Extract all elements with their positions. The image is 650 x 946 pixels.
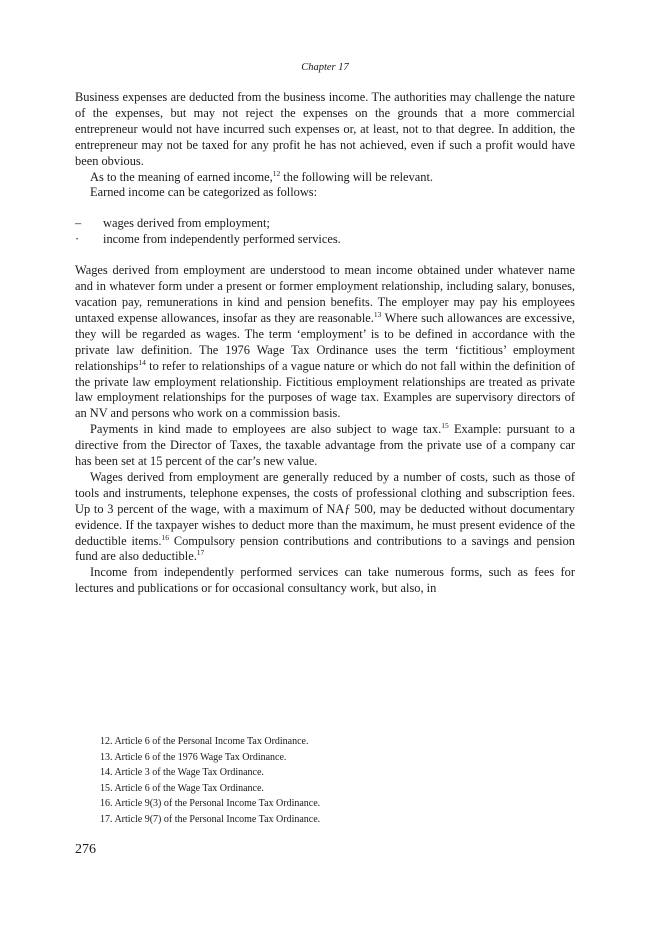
text-fragment: to refer to relationships of a vague nature or which do not fall within the definition of the private law employment relationship. Fictitious employment relationships are treated as private law employment relationships for the purposes of wage tax. Examples are supervisory directors of an NV and persons who work on a commission basis.: [75, 358, 575, 421]
paragraph-categories-intro: Earned income can be categorized as follows:: [90, 185, 318, 200]
paragraph-business-expenses: Business expenses are deducted from the business income. The authorities may challenge the nature of the expenses, but may not reject the expenses on the grounds that a more commercial entrepreneur would not have incurred such expenses or, at least, not to that degree. In addition, the entrepreneur may not be taxed for any profit he has not achieved, even if such a profit would have been obvious.: [75, 90, 575, 168]
footnote: 15. Article 6 of the Wage Tax Ordinance.: [100, 782, 264, 794]
dash-bullet-icon: –: [75, 216, 82, 231]
paragraph-independent-services: Income from independently performed services can take numerous forms, such as fees for lectures and publications or for occasional consultancy work, but also, in: [75, 565, 575, 596]
category-list: [75, 216, 575, 248]
text-fragment: As to the meaning of earned income,: [90, 169, 273, 184]
footnote-ref-12: 12: [272, 168, 281, 178]
footnote: 12. Article 6 of the Personal Income Tax Ordinance.: [100, 736, 309, 747]
paragraph-earned-income-meaning: [75, 170, 575, 186]
footnotes: [100, 734, 520, 828]
footnote: 14. Article 3 of the Wage Tax Ordinance.: [100, 767, 264, 779]
paragraph-wages: [75, 263, 575, 422]
footnote-ref-16: 16: [161, 532, 169, 542]
text-fragment: Payments in kind made to employees are also subject to wage tax.: [90, 422, 442, 437]
text-fragment: Compulsory pension contributions and contributions to a savings and pension fund are also deductible.: [75, 533, 575, 564]
list-item-text: income from independently performed services.: [103, 232, 341, 247]
paragraph-payments-in-kind: [75, 422, 575, 470]
text-fragment: Where such allowances are excessive, they will be regarded as wages. The term ‘employment’ is to be defined in accordance with the private law definition. The 1976 Wage Tax Ordinance uses the term ‘fictitious’ employment relationships: [75, 310, 576, 373]
paragraph-deductions: [75, 470, 575, 565]
footnote-ref-15: 15: [441, 421, 449, 431]
body-text: [75, 90, 575, 597]
text-fragment: the following will be relevant.: [280, 169, 433, 184]
page-number: 276: [75, 842, 96, 857]
footnote-ref-14: 14: [138, 357, 146, 367]
list-item: [75, 216, 575, 232]
footnote: 16. Article 9(3) of the Personal Income Tax Ordinance.: [100, 798, 321, 810]
footnote-ref-13: 13: [373, 309, 382, 319]
footnote-ref-17: 17: [196, 548, 205, 558]
list-item: [75, 232, 575, 248]
footnote: 13. Article 6 of the 1976 Wage Tax Ordinance.: [100, 751, 287, 763]
text-fragment: Wages derived from employment are understood to mean income obtained under whatever name and in whatever form under a present or former employment relationship, including salary, bonuses, vacation pay, remunerations in kind and pension benefits. The employer may pay his employees untaxed expense allowances, insofar as they are reasonable.: [75, 263, 575, 325]
dot-bullet-icon: ·: [75, 232, 80, 247]
text-fragment: Wages derived from employment are generally reduced by a number of costs, such as those of tools and instruments, telephone expenses, the costs of professional clothing and subscription fees. Up to 3 percent of the wage, with a maximum of NAƒ 500, may be deducted without documentary evidence. If the taxpayer wishes to deduct more than the maximum, he must present evidence of the deductible items.: [75, 469, 575, 548]
running-header: Chapter 17: [301, 62, 349, 73]
text-fragment: Example: pursuant to a directive from the Director of Taxes, the taxable advantage from the private use of a company car has been set at 15 percent of the car’s new value.: [75, 422, 575, 469]
list-item-text: wages derived from employment;: [103, 216, 270, 231]
footnote: 17. Article 9(7) of the Personal Income Tax Ordinance.: [100, 813, 321, 825]
